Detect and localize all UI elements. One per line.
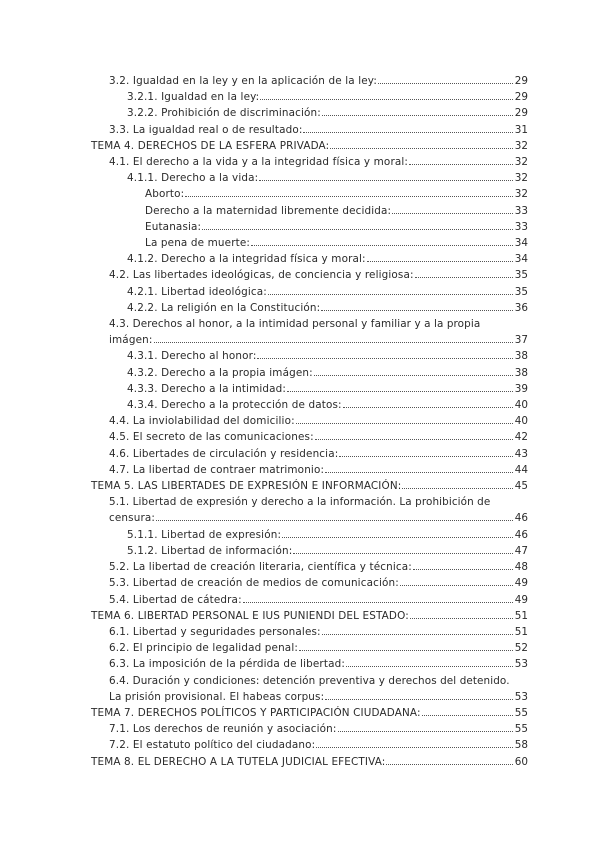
toc-entry[interactable] [0,219,600,235]
dot-leader [282,537,513,538]
toc-entry[interactable] [0,284,600,300]
toc-entry-title: TEMA 5. LAS LIBERTADES DE EXPRESIÓN E INFORMACIÓN: [91,480,402,493]
toc-entry[interactable] [0,365,600,381]
toc-page-number: 46 [514,512,528,525]
toc-entry[interactable] [0,105,600,121]
toc-page-number: 32 [514,188,528,201]
toc-entry-title: 6.1. Libertad y seguridades personales: [109,625,321,638]
toc-page-number: 35 [514,269,528,282]
toc-page-number: 40 [514,399,528,412]
dot-leader [299,650,513,651]
toc-entry[interactable] [0,413,600,429]
toc-entry[interactable] [0,575,600,591]
toc-page-number: 45 [514,480,528,493]
toc-page-number: 53 [514,690,528,703]
toc-entry[interactable] [0,624,600,640]
toc-page-number: 39 [514,382,528,395]
toc-page-number: 29 [514,91,528,104]
toc-entry-title: TEMA 7. DERECHOS POLÍTICOS Y PARTICIPACIÓN CIUDADANA: [91,706,421,719]
dot-leader [346,666,513,667]
toc-page-number: 40 [514,415,528,428]
toc-entry-title: TEMA 4. DERECHOS DE LA ESFERA PRIVADA: [91,139,330,152]
toc-entry-title: 4.5. El secreto de las comunicaciones: [109,431,314,444]
dot-leader [268,294,513,295]
toc-entry-title-line: 4.3. Derechos al honor, a la intimidad personal y familiar y a la propia [109,318,481,331]
dot-leader [243,602,513,603]
dot-leader [413,569,513,570]
toc-entry[interactable] [0,559,600,575]
toc-entry-title: 3.2. Igualdad en la ley y en la aplicación de la ley: [109,75,377,87]
dot-leader [409,164,513,165]
toc-page-number: 29 [514,75,528,87]
toc-entry-title: TEMA 8. EL DERECHO A LA TUTELA JUDICIAL EFECTIVA: [91,755,386,768]
toc-entry[interactable] [0,154,600,170]
toc-entry[interactable] [0,89,600,105]
toc-page-number: 47 [514,544,528,557]
dot-leader [392,213,513,214]
toc-entry-title: 5.1.2. Libertad de información: [127,544,293,557]
toc-entry[interactable] [0,721,600,737]
toc-entry-title: 4.3.2. Derecho a la propia imágen: [127,366,313,379]
toc-entry[interactable] [0,186,600,202]
toc-entry-title: La prisión provisional. El habeas corpus: [109,690,325,703]
dot-leader [367,261,513,262]
toc-page-number: 48 [514,561,528,574]
toc-page-number: 42 [514,431,528,444]
toc-entry-title: 4.4. La inviolabilidad del domicilio: [109,415,295,428]
toc-page-number: 49 [514,577,528,590]
dot-leader [330,148,513,149]
toc-page-number: 52 [514,642,528,655]
toc-page-number: 60 [514,755,528,768]
toc-entry-title: 4.3.3. Derecho a la intimidad: [127,382,287,395]
toc-page-number: 35 [514,285,528,298]
toc-entry-title: Aborto: [145,188,185,201]
toc-entry-title: 5.4. Libertad de cátedra: [109,593,242,606]
toc-entry[interactable] [0,592,600,608]
toc-entry-title-line: 5.1. Libertad de expresión y derecho a la información. La prohibición de [109,496,491,509]
toc-entry[interactable] [0,138,600,154]
toc-entry[interactable] [0,397,600,413]
toc-entry[interactable] [0,673,600,705]
toc-page-number: 32 [514,139,528,152]
toc-entry-title: 4.1.1. Derecho a la vida: [127,172,259,185]
toc-entry-title: 6.2. El principio de legalidad penal: [109,642,299,655]
toc-entry[interactable] [0,478,600,494]
toc-entry-title: TEMA 6. LIBERTAD PERSONAL E IUS PUNIENDI DEL ESTADO: [91,609,409,622]
toc-entry[interactable] [0,300,600,316]
toc-entry[interactable] [0,170,600,186]
toc-entry[interactable] [0,381,600,397]
toc-entry-title: 4.2.1. Libertad ideológica: [127,285,267,298]
dot-leader [410,618,513,619]
toc-entry-title: 3.2.2. Prohibición de discriminación: [127,107,321,120]
dot-leader [315,439,513,440]
toc-page-number: 46 [514,528,528,541]
table-of-contents [0,73,600,770]
dot-leader [316,747,513,748]
dot-leader [322,634,513,635]
toc-page-number: 32 [514,156,528,169]
dot-leader [257,358,513,359]
toc-entry-title: Eutanasia: [145,220,202,233]
toc-entry[interactable] [0,316,600,348]
toc-entry-title: 4.2. Las libertades ideológicas, de conciencia y religiosa: [109,269,414,282]
dot-leader [338,731,513,732]
toc-page-number: 32 [514,172,528,185]
dot-leader [202,229,513,230]
dot-leader [185,196,513,197]
dot-leader [251,245,513,246]
dot-leader [339,456,513,457]
toc-entry[interactable] [0,348,600,364]
toc-entry-title: imágen: [109,334,153,347]
toc-entry[interactable] [0,203,600,219]
toc-page-number: 33 [514,204,528,217]
toc-entry-title: 4.1.2. Derecho a la integridad física y moral: [127,253,366,266]
toc-entry[interactable] [0,251,600,267]
toc-entry-title: 7.1. Los derechos de reunión y asociación: [109,723,337,736]
toc-entry-title: 5.1.1. Libertad de expresión: [127,528,282,541]
toc-entry[interactable] [0,656,600,672]
toc-entry[interactable] [0,446,600,462]
toc-entry[interactable] [0,705,600,721]
toc-entry-title: 4.1. El derecho a la vida y a la integridad física y moral: [109,156,409,169]
dot-leader [303,132,513,133]
toc-page-number: 31 [514,123,528,136]
toc-entry[interactable] [0,608,600,624]
toc-entry[interactable] [0,235,600,251]
dot-leader [325,699,513,700]
toc-entry[interactable] [0,754,600,770]
toc-page-number: 58 [514,739,528,752]
dot-leader [343,407,513,408]
toc-page-number: 34 [514,237,528,250]
toc-page-number: 37 [514,334,528,347]
toc-page-number: 43 [514,447,528,460]
toc-page-number: 38 [514,350,528,363]
dot-leader [422,715,513,716]
dot-leader [156,520,513,521]
toc-page-number: 36 [514,301,528,314]
toc-page-number: 33 [514,220,528,233]
dot-leader [296,423,513,424]
dot-leader [415,277,513,278]
toc-entry[interactable] [0,737,600,753]
toc-entry-title: 4.3.4. Derecho a la protección de datos: [127,399,342,412]
dot-leader [378,83,513,84]
toc-page-number: 29 [514,107,528,120]
dot-leader [259,180,513,181]
toc-entry[interactable] [0,462,600,478]
toc-entry-title: 5.2. La libertad de creación literaria, científica y técnica: [109,561,412,574]
toc-entry[interactable] [0,543,600,559]
toc-entry[interactable] [0,494,600,526]
toc-page-number: 53 [514,658,528,671]
toc-page-number: 44 [514,463,528,476]
toc-page-number: 34 [514,253,528,266]
toc-entry-title: 5.3. Libertad de creación de medios de comunicación: [109,577,399,590]
dot-leader [402,488,513,489]
toc-page-number: 49 [514,593,528,606]
toc-entry-title: 4.2.2. La religión en la Constitución: [127,301,321,314]
toc-entry-title: censura: [109,512,156,525]
toc-entry[interactable] [0,429,600,445]
toc-entry-title: 4.6. Libertades de circulación y residencia: [109,447,339,460]
dot-leader [321,310,513,311]
dot-leader [287,391,513,392]
toc-page-number: 51 [514,625,528,638]
toc-entry[interactable] [0,73,600,89]
toc-entry-title: 3.3. La igualdad real o de resultado: [109,123,303,136]
dot-leader [400,585,513,586]
dot-leader [322,115,513,116]
toc-entry-title: Derecho a la maternidad libremente decidida: [145,204,392,217]
toc-entry-title: La pena de muerte: [145,237,251,250]
toc-page-number: 55 [514,723,528,736]
toc-entry-title-line: 6.4. Duración y condiciones: detención preventiva y derechos del detenido. [109,674,510,687]
toc-entry[interactable] [0,122,600,138]
dot-leader [314,375,513,376]
toc-entry[interactable] [0,527,600,543]
toc-page-number: 38 [514,366,528,379]
dot-leader [154,342,513,343]
toc-page-number: 51 [514,609,528,622]
toc-entry[interactable] [0,640,600,656]
toc-entry-title: 4.7. La libertad de contraer matrimonio: [109,463,325,476]
toc-page-number: 55 [514,706,528,719]
dot-leader [293,553,513,554]
toc-entry-title: 4.3.1. Derecho al honor: [127,350,257,363]
dot-leader [260,99,513,100]
dot-leader [325,472,513,473]
toc-entry[interactable] [0,267,600,283]
dot-leader [386,764,513,765]
toc-entry-title: 6.3. La imposición de la pérdida de libertad: [109,658,345,671]
toc-entry-title: 3.2.1. Igualdad en la ley: [127,91,260,104]
toc-entry-title: 7.2. El estatuto político del ciudadano: [109,739,316,752]
